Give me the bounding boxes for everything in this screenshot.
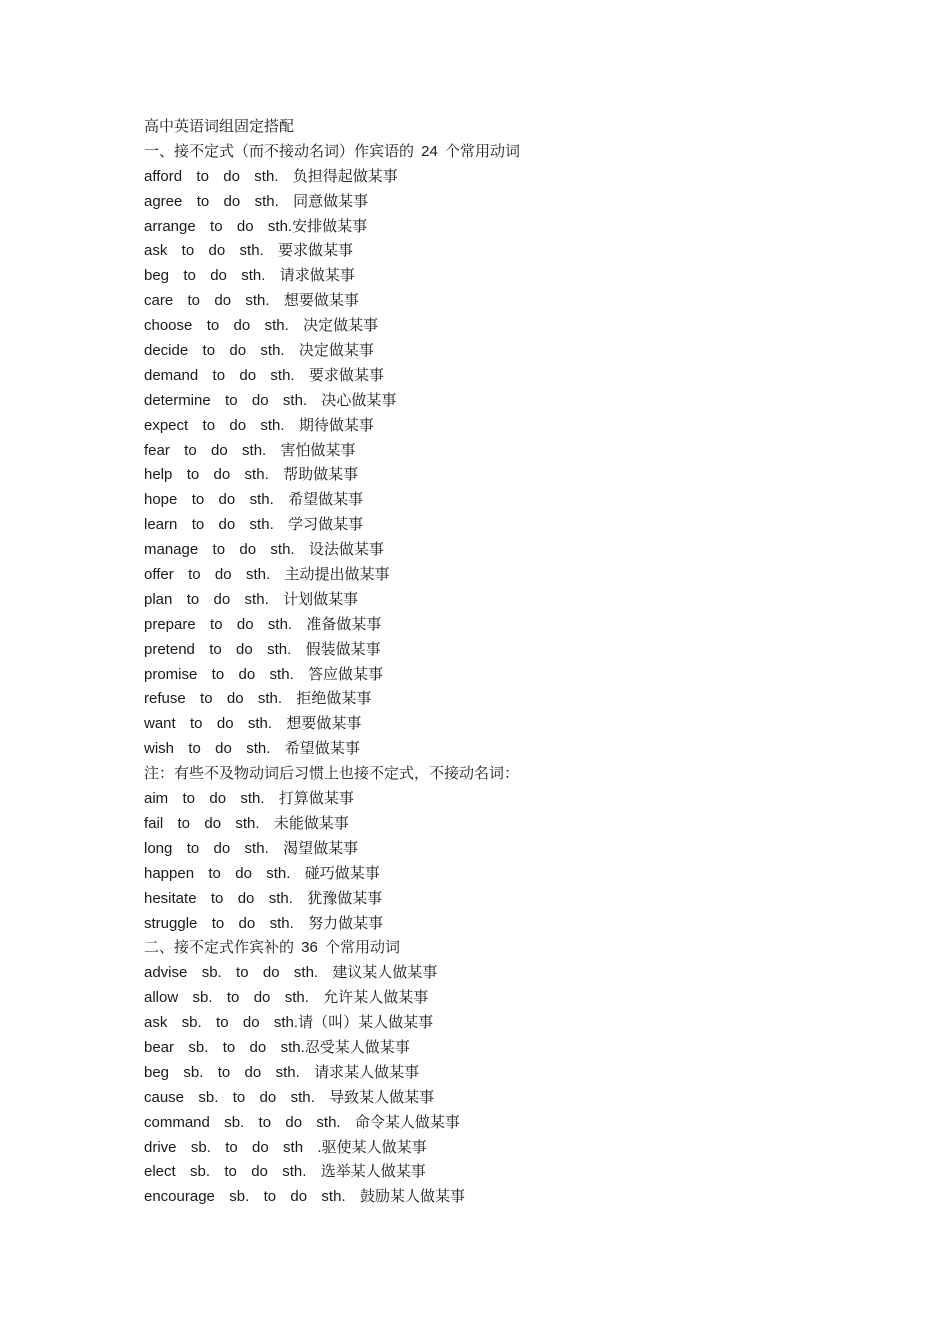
list-item: long to do sth. 渴望做某事 (144, 839, 359, 857)
list-item: fear to do sth. 害怕做某事 (144, 441, 356, 459)
list-item: care to do sth. 想要做某事 (144, 292, 359, 310)
list-item: arrange to do sth.安排做某事 (144, 217, 368, 235)
list-item: offer to do sth. 主动提出做某事 (144, 566, 390, 584)
list-item: promise to do sth. 答应做某事 (144, 665, 384, 683)
list-item: want to do sth. 想要做某事 (144, 715, 362, 733)
section-heading-1: 一、接不定式（而不接动名词）作宾语的 24 个常用动词 (144, 142, 521, 160)
list-item: drive sb. to do sth .驱使某人做某事 (144, 1138, 427, 1156)
note-list (144, 787, 844, 936)
list-item: beg sb. to do sth. 请求某人做某事 (144, 1063, 420, 1081)
list-item: ask to do sth. 要求做某事 (144, 242, 354, 260)
list-item: advise sb. to do sth. 建议某人做某事 (144, 964, 438, 982)
list-item: wish to do sth. 希望做某事 (144, 740, 360, 758)
note-text: 注：有些不及物动词后习惯上也接不定式，不接动名词： (144, 765, 520, 783)
list-item: plan to do sth. 计划做某事 (144, 590, 359, 608)
list-item: bear sb. to do sth.忍受某人做某事 (144, 1038, 410, 1056)
list-item: choose to do sth. 决定做某事 (144, 317, 379, 335)
list-item: struggle to do sth. 努力做某事 (144, 914, 384, 932)
list-item: determine to do sth. 决心做某事 (144, 391, 397, 409)
list-item: hesitate to do sth. 犹豫做某事 (144, 889, 383, 907)
list-item: fail to do sth. 未能做某事 (144, 814, 349, 832)
section-2-list (144, 961, 844, 1210)
list-item: command sb. to do sth. 命令某人做某事 (144, 1113, 460, 1131)
list-item: elect sb. to do sth. 选举某人做某事 (144, 1163, 426, 1181)
list-item: expect to do sth. 期待做某事 (144, 416, 374, 434)
list-item: prepare to do sth. 准备做某事 (144, 615, 382, 633)
section-1-list (144, 165, 844, 762)
list-item: demand to do sth. 要求做某事 (144, 366, 384, 384)
list-item: learn to do sth. 学习做某事 (144, 516, 364, 534)
list-item: beg to do sth. 请求做某事 (144, 267, 355, 285)
document-body (144, 115, 844, 1210)
list-item: hope to do sth. 希望做某事 (144, 491, 364, 509)
list-item: decide to do sth. 决定做某事 (144, 342, 374, 360)
list-item: allow sb. to do sth. 允许某人做某事 (144, 989, 429, 1007)
section-heading-2: 二、接不定式作宾补的 36 个常用动词 (144, 939, 401, 957)
list-item: ask sb. to do sth.请（叫）某人做某事 (144, 1014, 434, 1032)
list-item: cause sb. to do sth. 导致某人做某事 (144, 1088, 435, 1106)
list-item: pretend to do sth. 假装做某事 (144, 640, 381, 658)
list-item: help to do sth. 帮助做某事 (144, 466, 359, 484)
list-item: encourage sb. to do sth. 鼓励某人做某事 (144, 1188, 465, 1206)
list-item: aim to do sth. 打算做某事 (144, 790, 354, 808)
list-item: refuse to do sth. 拒绝做某事 (144, 690, 372, 708)
document-title: 高中英语词组固定搭配 (144, 118, 295, 135)
list-item: manage to do sth. 设法做某事 (144, 541, 384, 559)
list-item: happen to do sth. 碰巧做某事 (144, 864, 380, 882)
list-item: agree to do sth. 同意做某事 (144, 192, 369, 210)
list-item: afford to do sth. 负担得起做某事 (144, 167, 398, 185)
